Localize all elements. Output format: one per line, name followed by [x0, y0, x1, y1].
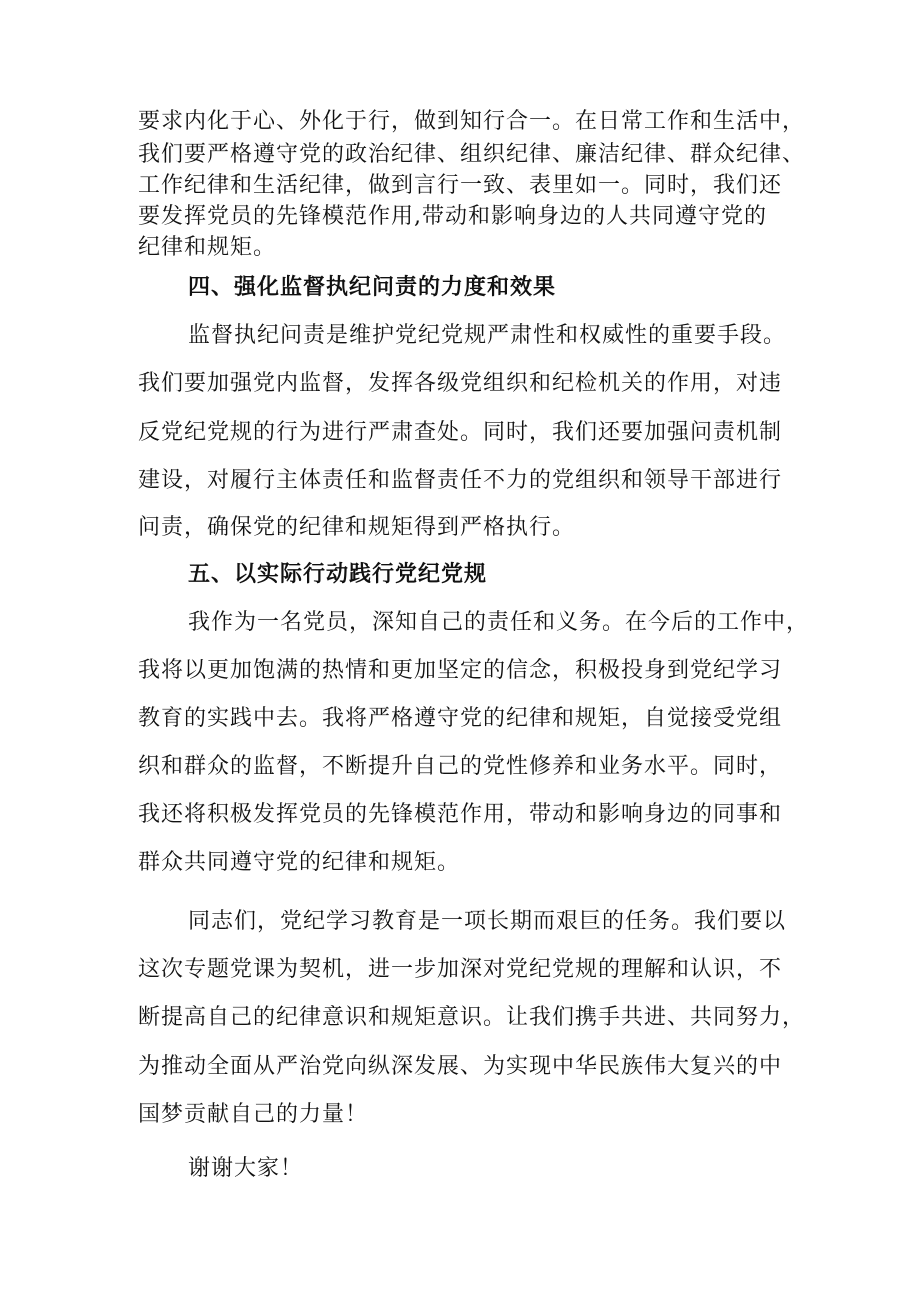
closing-line-4: 为推动全面从严治党向纵深发展、为实现中华民族伟大复兴的中 — [138, 1054, 783, 1079]
section5-line-3: 教育的实践中去。我将严格遵守党的纪律和规矩，自觉接受党组 — [138, 706, 783, 731]
closing-line-5: 国梦贡献自己的力量！ — [138, 1102, 369, 1127]
thanks-line: 谢谢大家！ — [188, 1156, 304, 1181]
intro-line-4: 要发挥党员的先锋模范作用,带动和影响身边的人共同遵守党的 — [138, 204, 767, 229]
section-heading-5: 五、以实际行动践行党纪党规 — [188, 561, 488, 587]
intro-line-1: 要求内化于心、外化于行，做到知行合一。在日常工作和生活中， — [138, 109, 806, 134]
intro-line-3: 工作纪律和生活纪律，做到言行一致、表里如一。同时，我们还 — [138, 173, 783, 198]
section-heading-4: 四、强化监督执纪问责的力度和效果 — [188, 274, 557, 300]
section5-line-4: 织和群众的监督，不断提升自己的党性修养和业务水平。同时， — [138, 754, 783, 779]
section4-line-1: 监督执纪问责是维护党纪党规严肃性和权威性的重要手段。 — [188, 323, 787, 348]
section5-line-6: 群众共同遵守党的纪律和规矩。 — [138, 850, 461, 875]
closing-line-1: 同志们，党纪学习教育是一项长期而艰巨的任务。我们要以 — [188, 909, 787, 934]
section4-line-3: 反党纪党规的行为进行严肃查处。同时，我们还要加强问责机制 — [138, 420, 783, 445]
section4-line-4: 建设，对履行主体责任和监督责任不力的党组织和领导干部进行 — [138, 468, 783, 493]
intro-line-2: 我们要严格遵守党的政治纪律、组织纪律、廉洁纪律、群众纪律、 — [138, 142, 806, 167]
closing-line-2: 这次专题党课为契机，进一步加深对党纪党规的理解和认识，不 — [138, 957, 783, 982]
intro-line-5: 纪律和规矩。 — [138, 235, 277, 260]
section5-line-1: 我作为一名党员，深知自己的责任和义务。在今后的工作中， — [188, 610, 810, 635]
section4-line-5: 问责，确保党的纪律和规矩得到严格执行。 — [138, 515, 576, 540]
section4-line-2: 我们要加强党内监督，发挥各级党组织和纪检机关的作用，对违 — [138, 371, 783, 396]
closing-line-3: 断提高自己的纪律意识和规矩意识。让我们携手共进、共同努力， — [138, 1005, 806, 1030]
section5-line-5: 我还将积极发挥党员的先锋模范作用，带动和影响身边的同事和 — [138, 802, 783, 827]
section5-line-2: 我将以更加饱满的热情和更加坚定的信念，积极投身到党纪学习 — [138, 658, 783, 683]
